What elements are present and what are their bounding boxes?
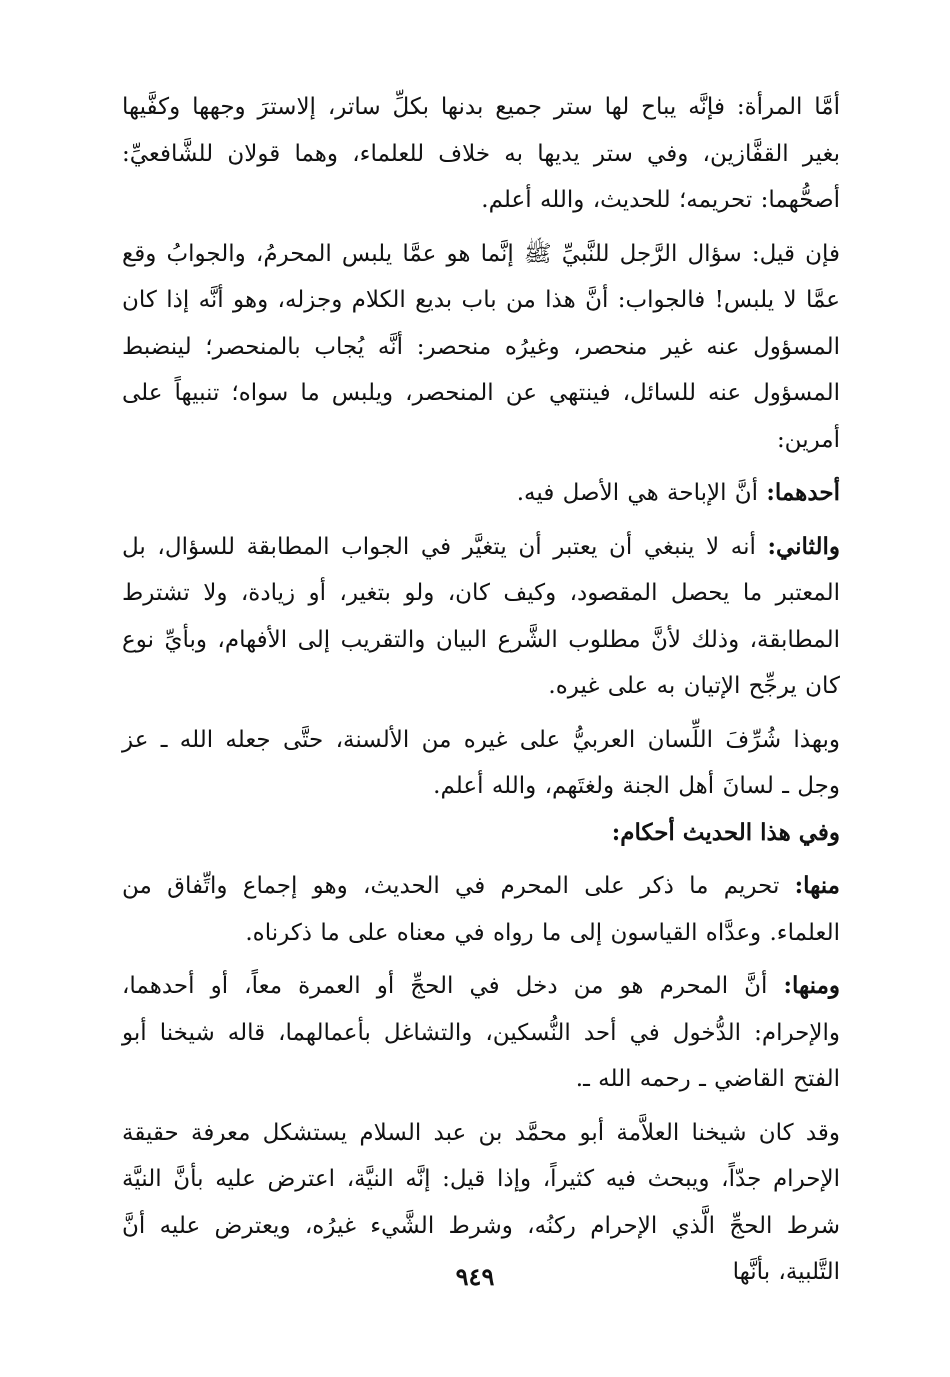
paragraph-ruling-two xyxy=(122,963,840,1103)
paragraph-lead: منها: xyxy=(794,872,840,899)
paragraph-second-point xyxy=(122,524,840,710)
paragraph-text: وقد كان شيخنا العلاَّمة أبو محمَّد بن عبد السلام يستشكل معرفة حقيقة الإحرام جدّاً، ويبحث فيه كثيراً، وإذا قيل: إنَّه النيَّة، اعترض عليه بأنَّ النيَّة شرط الحجِّ الَّذي الإحرام ركنُه، وشرط الشَّيء غيرُه، ويعترض عليه أنَّ التَّلبية، بأنَّها xyxy=(122,1119,840,1285)
paragraph-ruling-one xyxy=(122,863,840,956)
paragraph-lead: أحدهما: xyxy=(766,479,840,506)
paragraph-text: وبهذا شُرِّفَ اللِّسان العربيُّ على غيره من الألسنة، حتَّى جعله الله ـ عز وجل ـ لسانَ أهل الجنة ولغتَهم، والله أعلم. xyxy=(122,726,840,799)
paragraph-arabic-tongue xyxy=(122,717,840,810)
paragraph-first-point xyxy=(122,470,840,517)
section-heading: وفي هذا الحديث أحكام: xyxy=(611,818,840,846)
page-number: ٩٤٩ xyxy=(455,1262,495,1291)
paragraph-text: أنه لا ينبغي أن يعتبر أن يتغيَّر في الجواب المطابقة للسؤال، بل المعتبر ما يحصل المقصود، وكيف كان، ولو بتغير، أو زيادة، ولا تشترط المطابقة، وذلك لأنَّ مطلوب الشَّرع البيان والتقريب إلى الأفهام، وبأيِّ نوع كان يرجِّح الإتيان به على غيره. xyxy=(122,533,840,699)
paragraph-lead: ومنها: xyxy=(783,972,840,999)
paragraph-text: أنَّ المحرم هو من دخل في الحجِّ أو العمرة معاً، أو أحدهما، والإحرام: الدُّخول في أحد النُّسكين، والتشاغل بأعمالهما، قاله شيخنا أبو الفتح القاضي ـ رحمه الله ـ. xyxy=(122,973,840,1092)
paragraph-lead: والثاني: xyxy=(767,532,840,560)
paragraph-text: تحريم ما ذكر على المحرم في الحديث، وهو إجماع واتِّفاق من العلماء. وعدَّاه القياسون إلى ما رواه في معناه على ما ذكرناه. xyxy=(122,873,840,946)
paragraph-woman-clothing xyxy=(122,84,840,224)
paragraph-question-answer xyxy=(122,231,840,464)
paragraph-text: فإن قيل: سؤال الرَّجل للنَّبيِّ ﷺ إنَّما هو عمَّا يلبس المحرمُ، والجوابُ وقع عمَّا لا يلبس! فالجواب: أنَّ هذا من باب بديع الكلام وجزله، وهو أنَّه إذا كان المسؤول عنه غير منحصر، وغيرُه منحصر: أنَّه يُجاب بالمنحصر؛ لينضبط المسؤول عنه للسائل، فينتهي عن المنحصر، ويلبس ما سواه؛ تنبيهاً على أمرين: xyxy=(122,240,840,453)
paragraph-text: أنَّ الإباحة هي الأصل فيه. xyxy=(516,480,767,506)
paragraph-text: أمَّا المرأة: فإنَّه يباح لها ستر جميع بدنها بكلِّ ساتر، إلاسترَ وجهها وكفَّيها بغير القفَّازين، وفي ستر يديها به خلاف للعلماء، وهما قولان للشَّافعيِّ: أصحُّهما: تحريمه؛ للحديث، والله أعلم. xyxy=(122,94,840,213)
page-body xyxy=(122,84,840,1304)
